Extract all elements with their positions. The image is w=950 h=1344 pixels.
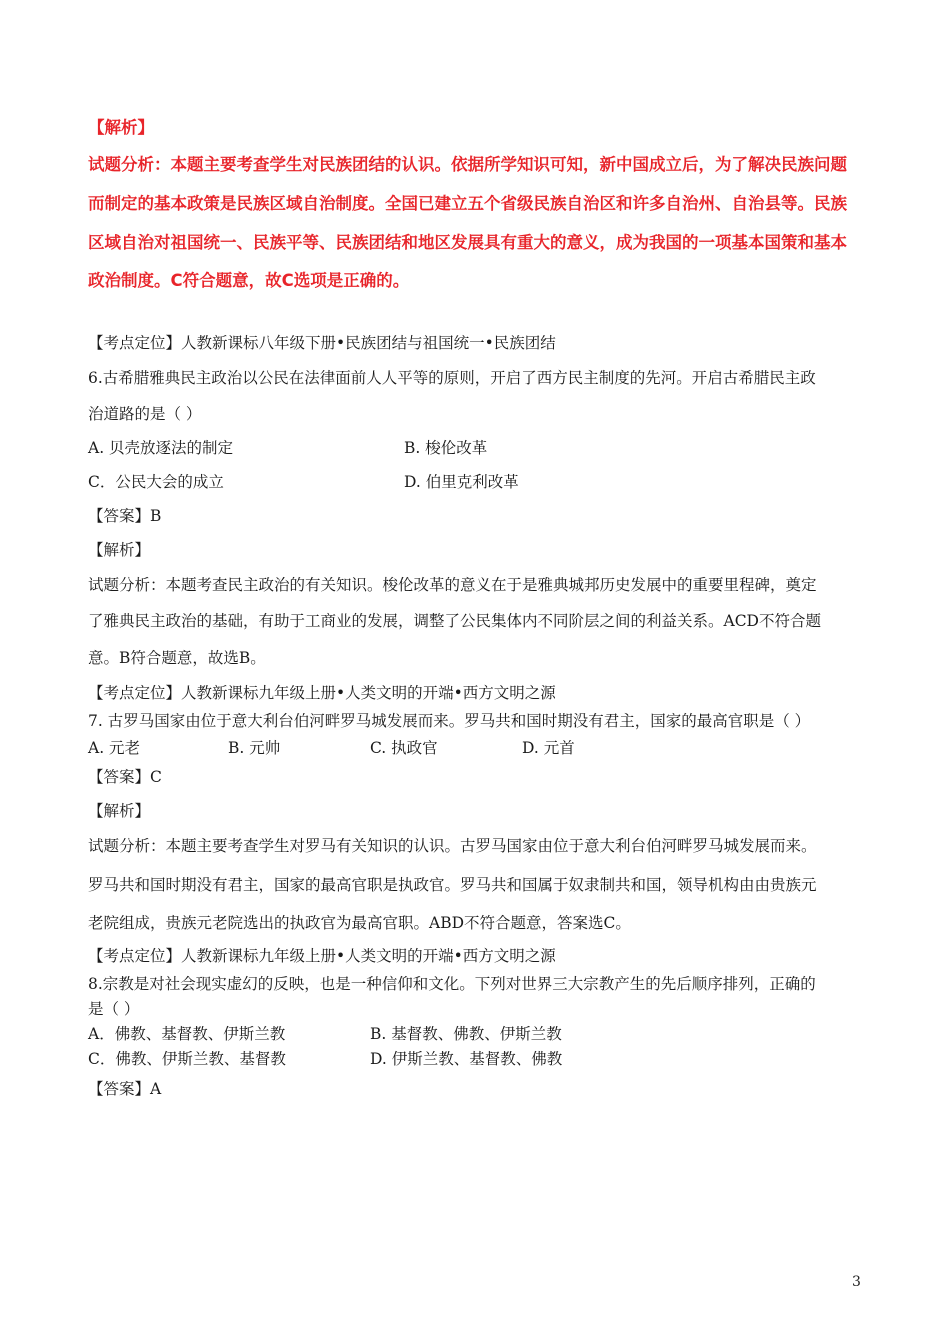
red-analysis-line-4: 政治制度。C符合题意，故C选项是正确的。 bbox=[88, 271, 410, 290]
q6-analysis-line-3: 意。B符合题意，故选B。 bbox=[88, 649, 266, 667]
q7-option-d: D. 元首 bbox=[522, 739, 575, 757]
q6-kaodian: 【考点定位】人教新课标九年级上册•人类文明的开端•西方文明之源 bbox=[88, 684, 556, 702]
q8-stem-line-2: 是（ ） bbox=[88, 1000, 140, 1018]
q8-option-a: A．佛教、基督教、伊斯兰教 bbox=[88, 1025, 286, 1043]
q6-stem-line-1: 6.古希腊雅典民主政治以公民在法律面前人人平等的原则，开启了西方民主制度的先河。开启古希腊民主政 bbox=[88, 369, 816, 387]
q8-option-d: D. 伊斯兰教、基督教、佛教 bbox=[370, 1050, 563, 1068]
q7-kaodian: 【考点定位】人教新课标九年级上册•人类文明的开端•西方文明之源 bbox=[88, 947, 556, 965]
q8-option-b: B. 基督教、佛教、伊斯兰教 bbox=[370, 1025, 562, 1043]
q8-answer: 【答案】A bbox=[88, 1080, 162, 1098]
kaodian-q5: 【考点定位】人教新课标八年级下册•民族团结与祖国统一•民族团结 bbox=[88, 334, 556, 352]
q7-analysis-heading: 【解析】 bbox=[88, 802, 151, 820]
q6-analysis-line-2: 了雅典民主政治的基础，有助于工商业的发展，调整了公民集体内不同阶层之间的利益关系。ACD不符合题 bbox=[88, 612, 821, 630]
q6-answer: 【答案】B bbox=[88, 507, 162, 525]
q6-analysis-heading: 【解析】 bbox=[88, 541, 151, 559]
q6-option-c: C．公民大会的成立 bbox=[88, 473, 224, 491]
q7-option-c: C. 执政官 bbox=[370, 739, 438, 757]
q8-option-c: C．佛教、伊斯兰教、基督教 bbox=[88, 1050, 286, 1068]
red-analysis-line-2: 而制定的基本政策是民族区域自治制度。全国已建立五个省级民族自治区和许多自治州、自治县等。民族 bbox=[88, 194, 847, 213]
q7-option-a: A. 元老 bbox=[88, 739, 141, 757]
q7-option-b: B. 元帅 bbox=[228, 739, 281, 757]
q7-analysis-line-2: 罗马共和国时期没有君主，国家的最高官职是执政官。罗马共和国属于奴隶制共和国，领导机构由由贵族元 bbox=[88, 876, 817, 894]
q8-stem-line-1: 8.宗教是对社会现实虚幻的反映，也是一种信仰和文化。下列对世界三大宗教产生的先后顺序排列，正确的 bbox=[88, 975, 816, 993]
q6-analysis-line-1: 试题分析：本题考查民主政治的有关知识。梭伦改革的意义在于是雅典城邦历史发展中的重要里程碑，奠定 bbox=[88, 576, 817, 594]
q6-option-a: A. 贝壳放逐法的制定 bbox=[88, 439, 234, 457]
q7-analysis-line-1: 试题分析：本题主要考查学生对罗马有关知识的认识。古罗马国家由位于意大利台伯河畔罗马城发展而来。 bbox=[88, 837, 817, 855]
red-analysis-line-1: 试题分析：本题主要考查学生对民族团结的认识。依据所学知识可知，新中国成立后，为了解决民族问题 bbox=[88, 155, 847, 174]
red-analysis-heading: 【解析】 bbox=[88, 118, 154, 137]
q6-option-b: B. 梭伦改革 bbox=[404, 439, 488, 457]
page-number: 3 bbox=[852, 1274, 861, 1290]
q7-answer: 【答案】C bbox=[88, 768, 162, 786]
red-analysis-line-3: 区域自治对祖国统一、民族平等、民族团结和地区发展具有重大的意义，成为我国的一项基本国策和基本 bbox=[88, 233, 847, 252]
q7-analysis-line-3: 老院组成，贵族元老院选出的执政官为最高官职。ABD不符合题意，答案选C。 bbox=[88, 914, 631, 932]
q7-stem: 7. 古罗马国家由位于意大利台伯河畔罗马城发展而来。罗马共和国时期没有君主，国家的最高官职是（ ） bbox=[88, 712, 811, 730]
q6-stem-line-2: 治道路的是（ ） bbox=[88, 405, 202, 423]
q6-option-d: D. 伯里克利改革 bbox=[404, 473, 519, 491]
